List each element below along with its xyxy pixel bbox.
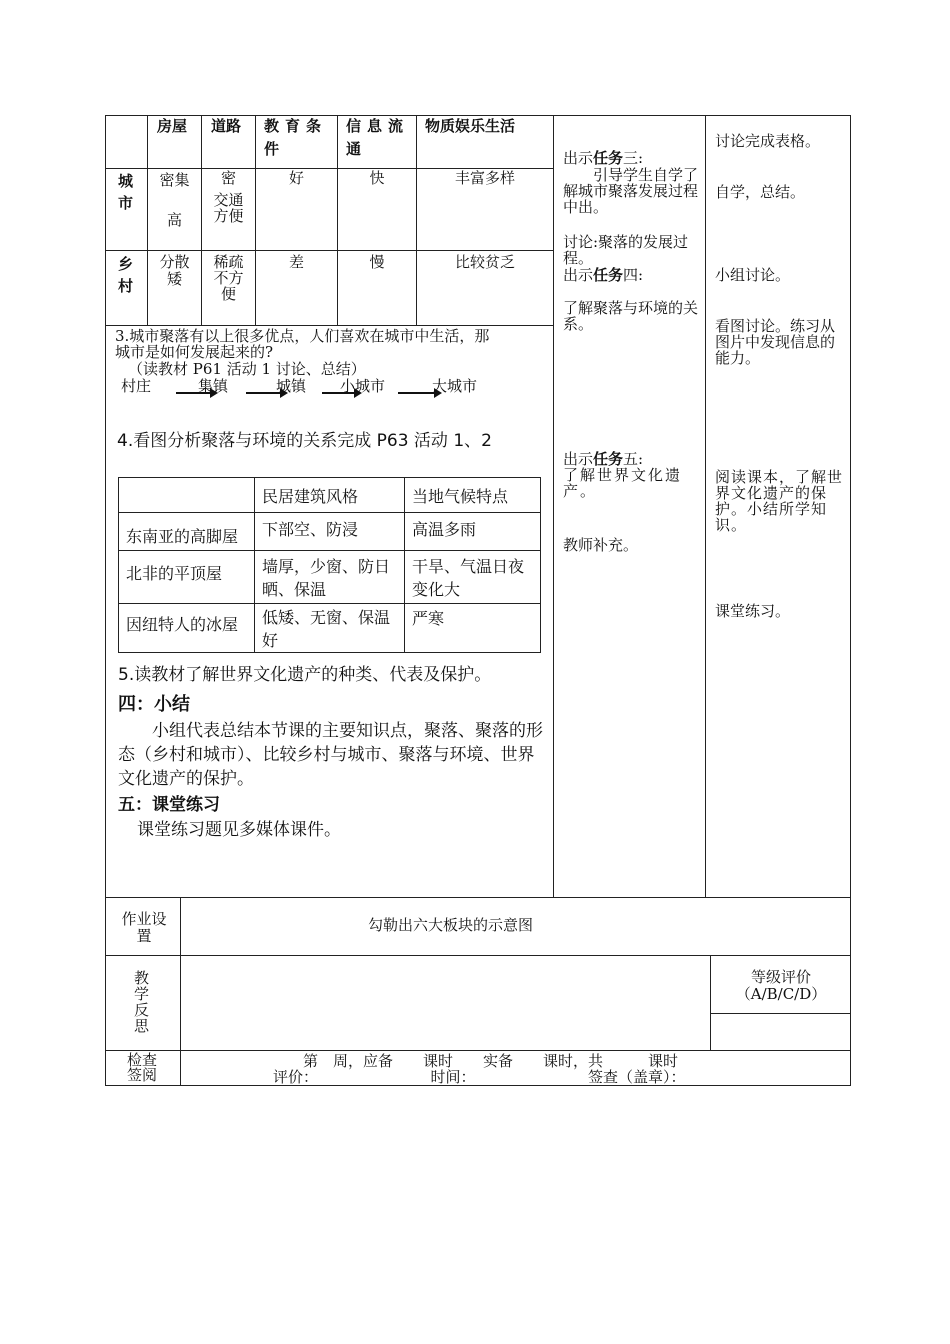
student-activity-1: 讨论完成表格。 <box>715 132 821 150</box>
env-cell-igloo-climate: 严寒 <box>412 609 445 628</box>
cell-country-information: 慢 <box>369 253 385 271</box>
teacher-task-5-body: 了解世界文化遗产。 <box>563 466 683 500</box>
practice-title: 五：课堂练习 <box>118 795 220 815</box>
row-label-city: 城 市 <box>118 172 134 212</box>
question-4: 4.看图分析聚落与环境的关系完成 P63 活动 1、2 <box>117 431 492 451</box>
question-3-note: （读教材 P61 活动 1 讨论、总结） <box>128 360 366 378</box>
env-cell-flat-climate: 干旱、气温日夜变化大 <box>412 557 525 599</box>
student-activity-4: 看图讨论。练习从图片中发现信息的能力。 <box>715 317 836 367</box>
student-activity-2: 自学，总结。 <box>715 183 806 201</box>
grade-label: 等级评价 <box>750 968 811 986</box>
question-5: 5.读教材了解世界文化遗产的种类、代表及保护。 <box>118 665 492 685</box>
cell-city-material: 丰富多样 <box>454 169 515 187</box>
stage-town: 城镇 <box>276 377 307 395</box>
env-cell-igloo-architecture: 低矮、无窗、保温好 <box>262 608 391 650</box>
question-3-line2: 城市是如何发展起来的? <box>115 343 274 361</box>
teacher-task-4-body: 了解聚落与环境的关系。 <box>563 299 699 333</box>
cell-city-information: 快 <box>369 169 385 187</box>
teacher-task-4: 出示任务四: <box>563 266 644 284</box>
teacher-discuss: 讨论:聚落的发展过程。 <box>563 233 689 267</box>
stage-village: 村庄 <box>121 377 152 395</box>
env-header-architecture: 民居建筑风格 <box>262 487 359 506</box>
teacher-supplement: 教师补充。 <box>563 536 639 554</box>
teacher-task-3-body: 引导学生自学了解城市聚落发展过程中出。 <box>563 166 699 216</box>
header-housing: 房屋 <box>157 117 188 135</box>
stage-big-city: 大城市 <box>432 377 478 395</box>
student-activity-5: 阅读课本，了解世界文化遗产的保护。小结所学知识。 <box>715 468 844 534</box>
teacher-task-5: 出示任务五: <box>563 450 644 468</box>
reflection-label: 教学反思 <box>134 969 150 1035</box>
cell-city-housing: 密集 高 <box>159 171 190 229</box>
cell-country-material: 比较贫乏 <box>454 253 515 271</box>
env-row-stilt-house: 东南亚的高脚屋 <box>126 527 239 546</box>
env-cell-flat-architecture: 墙厚，少窗、防日晒、保温 <box>262 557 391 599</box>
cell-city-roads: 密 交通 方便 <box>213 169 244 225</box>
stage-market-town: 集镇 <box>198 377 229 395</box>
header-education: 教育条 件 <box>264 117 328 158</box>
check-label: 检查签阅 <box>126 1051 157 1084</box>
cell-country-roads: 稀疏 不方 便 <box>213 253 244 303</box>
env-row-flat-roof: 北非的平顶屋 <box>126 564 223 583</box>
summary-body: 小组代表总结本节课的主要知识点，聚落、聚落的形态（乡村和城市）、比较乡村与城市、聚落与环境、世界文化遗产的保护。 <box>118 721 543 789</box>
check-line-2: 评价： 时间： 签查（盖章）： <box>273 1068 686 1086</box>
grade-options: （A/B/C/D） <box>735 985 827 1003</box>
env-header-climate: 当地气候特点 <box>412 487 509 506</box>
header-material-life: 物质娱乐生活 <box>425 117 516 135</box>
question-3-line1: 3.城市聚落有以上很多优点，人们喜欢在城市中生活，那 <box>115 327 490 345</box>
stage-small-city: 小城市 <box>340 377 386 395</box>
homework-label: 作业设置 <box>121 910 167 945</box>
env-cell-stilt-climate: 高温多雨 <box>412 520 477 539</box>
cell-country-housing: 分散 矮 <box>159 253 190 288</box>
student-activity-3: 小组讨论。 <box>715 266 791 284</box>
cell-city-education: 好 <box>288 169 304 187</box>
header-roads: 道路 <box>211 117 242 135</box>
env-cell-stilt-architecture: 下部空、防浸 <box>262 520 359 539</box>
check-line-1: 第 周，应备 课时 实备 课时，共 课时 <box>303 1052 679 1070</box>
cell-country-education: 差 <box>288 253 304 271</box>
header-information: 信息流 通 <box>346 117 410 158</box>
summary-title: 四：小结 <box>118 694 190 715</box>
homework-content: 勾勒出六大板块的示意图 <box>368 916 534 934</box>
env-row-igloo: 因纽特人的冰屋 <box>126 615 239 634</box>
row-label-countryside: 乡 村 <box>118 255 134 295</box>
teacher-task-3: 出示任务三: <box>563 149 644 167</box>
student-activity-6: 课堂练习。 <box>715 602 791 620</box>
practice-body: 课堂练习题见多媒体课件。 <box>137 820 341 840</box>
